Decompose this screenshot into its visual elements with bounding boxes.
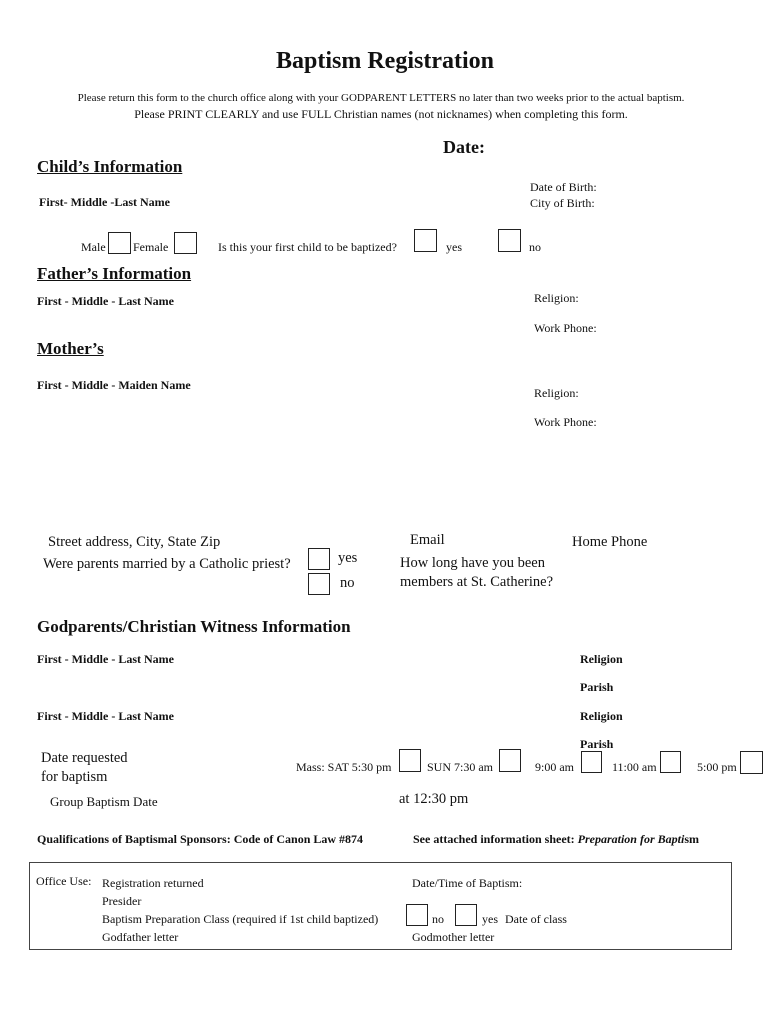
godparent2-religion-label: Religion [580,709,623,723]
child-city-label: City of Birth: [530,196,595,210]
mass-900-label: 9:00 am [535,760,574,774]
instruction-line-2: Please PRINT CLEARLY and use FULL Christian names (not nicknames) when completing this form. [134,107,628,121]
first-child-no-label: no [529,240,541,254]
mass-sun-730-label: SUN 7:30 am [427,760,493,774]
godfather-letter-label: Godfather letter [102,930,179,944]
first-child-question: Is this your first child to be baptized? [218,240,397,254]
prep-class-yes-label: yes [482,912,498,926]
prep-class-no-checkbox[interactable] [406,904,428,926]
married-yes-checkbox[interactable] [308,548,330,570]
child-dob-label: Date of Birth: [530,180,597,194]
father-religion-label: Religion: [534,291,579,305]
mass-500-checkbox[interactable] [740,751,763,774]
godparent1-religion-label: Religion [580,652,623,666]
page-title: Baptism Registration [276,48,494,74]
married-no-label: no [340,575,355,591]
first-child-no-checkbox[interactable] [498,229,521,252]
group-baptism-time: at 12:30 pm [399,791,469,807]
prep-class-no-label: no [432,912,444,926]
mass-1100-label: 11:00 am [612,760,657,774]
mass-sat-label: Mass: SAT 5:30 pm [296,760,392,774]
mass-sun-730-checkbox[interactable] [499,749,521,772]
mother-religion-label: Religion: [534,386,579,400]
mass-900-checkbox[interactable] [581,751,602,773]
godparent1-name-label: First - Middle - Last Name [37,652,174,666]
father-phone-label: Work Phone: [534,321,597,335]
female-label: Female [133,240,169,254]
mother-name-label: First - Middle - Maiden Name [37,378,191,392]
attached-info-title: Preparation for Bapti [577,832,685,846]
registration-returned-label: Registration returned [102,876,204,890]
attached-info-suffix: sm [684,832,699,846]
prep-class-label: Baptism Preparation Class (required if 1st child baptized) [102,912,379,926]
married-no-checkbox[interactable] [308,573,330,595]
qualifications-text: Qualifications of Baptismal Sponsors: Code of Canon Law #874 [37,832,364,846]
attached-info-prefix: See attached information sheet: [413,832,578,846]
first-child-yes-checkbox[interactable] [414,229,437,252]
presider-label: Presider [102,894,142,908]
address-label: Street address, City, State Zip [48,534,221,550]
mass-sat-checkbox[interactable] [399,749,421,772]
male-label: Male [81,240,106,254]
godparent2-name-label: First - Middle - Last Name [37,709,174,723]
office-use-label: Office Use: [36,874,92,888]
group-baptism-label: Group Baptism Date [50,794,158,809]
members-question-line-2: members at St. Catherine? [400,574,554,590]
mass-500-label: 5:00 pm [697,760,737,774]
mother-phone-label: Work Phone: [534,415,597,429]
mother-section-heading: Mother’s [37,339,104,358]
child-section-heading: Child’s Information [37,157,183,176]
date-of-class-label: Date of class [505,912,567,926]
godparents-section-heading: Godparents/Christian Witness Information [37,617,351,636]
female-checkbox[interactable] [174,232,197,254]
members-question-line-1: How long have you been [400,555,545,571]
date-requested-line-2: for baptism [41,769,108,785]
male-checkbox[interactable] [108,232,131,254]
first-child-yes-label: yes [446,240,462,254]
prep-class-yes-checkbox[interactable] [455,904,477,926]
home-phone-label: Home Phone [572,534,648,550]
godmother-letter-label: Godmother letter [412,930,495,944]
date-label: Date: [443,137,485,157]
godparent1-parish-label: Parish [580,680,614,694]
attached-info-note [413,832,699,847]
email-label: Email [410,532,445,548]
instruction-line-1: Please return this form to the church office along with your GODPARENT LETTERS no later than two weeks prior to the actual baptism. [77,92,685,104]
married-yes-label: yes [338,550,358,566]
date-requested-line-1: Date requested [41,750,128,766]
child-name-label: First- Middle -Last Name [39,195,170,209]
mass-1100-checkbox[interactable] [660,751,681,773]
father-section-heading: Father’s Information [37,264,192,283]
married-question: Were parents married by a Catholic priest? [43,556,291,572]
godparent2-parish-label: Parish [580,737,614,751]
father-name-label: First - Middle - Last Name [37,294,174,308]
date-time-baptism-label: Date/Time of Baptism: [412,876,523,890]
